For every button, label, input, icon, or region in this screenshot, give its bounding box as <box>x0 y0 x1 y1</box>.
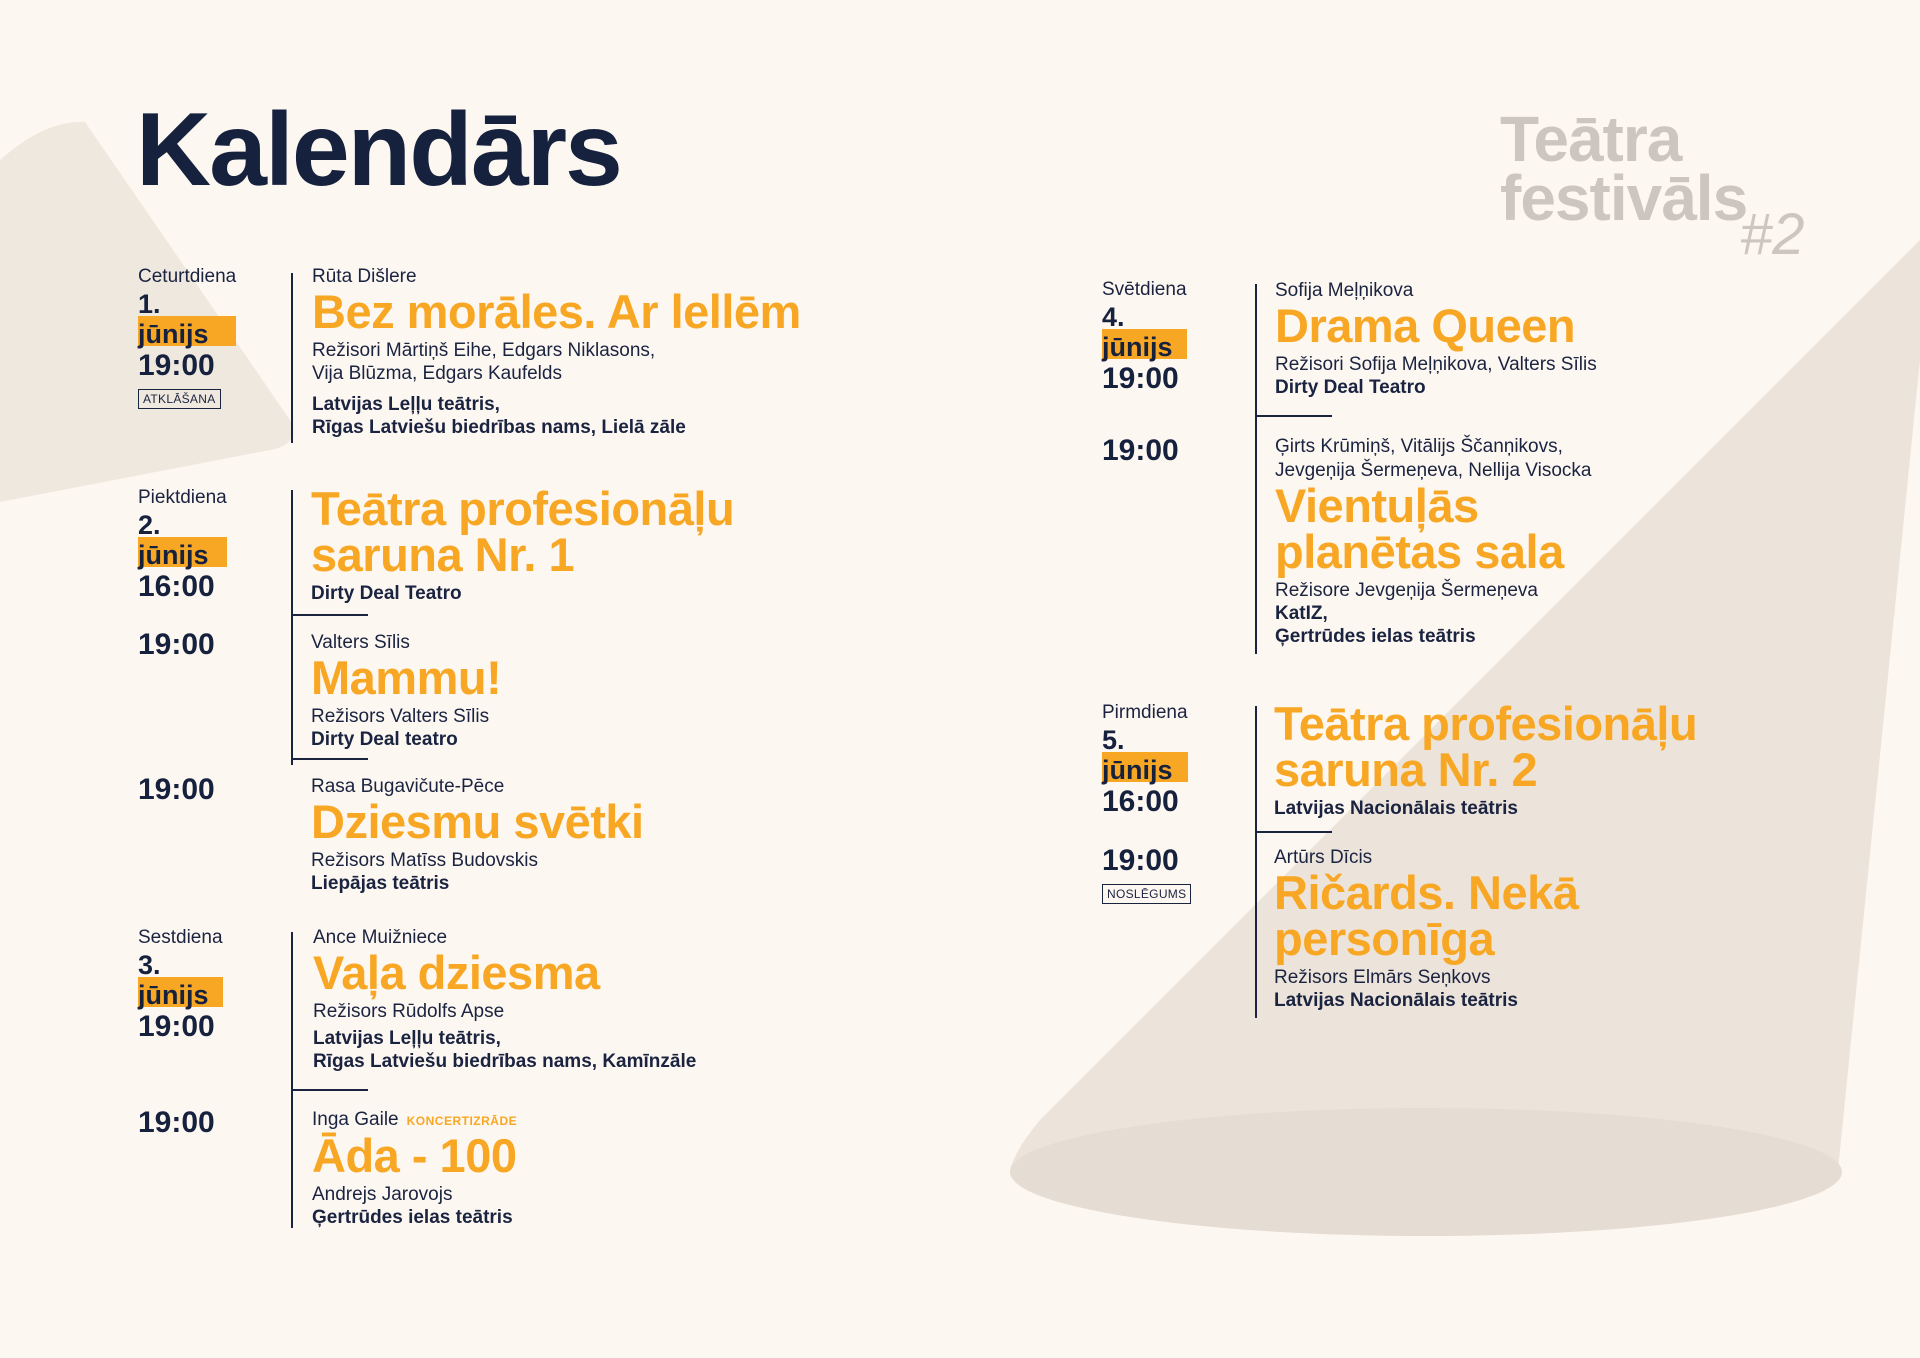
event-credits: Režisors Elmārs Seņkovs <box>1274 967 1491 988</box>
event-venue: Dirty Deal teatro <box>311 729 458 750</box>
event-title: Ričards. Nekā personīga <box>1274 866 1579 965</box>
event-time: 19:00 <box>1102 434 1179 467</box>
divider-vertical <box>291 273 293 443</box>
date-highlight: 4. jūnijs <box>1102 302 1187 362</box>
event-title: Vaļa dziesma <box>313 946 600 999</box>
weekday: Pirmdiena <box>1102 702 1188 723</box>
event-title: Mammu! <box>311 651 502 704</box>
event-title: Bez morāles. Ar lellēm <box>312 285 801 338</box>
divider-horizontal <box>1255 415 1332 417</box>
divider-vertical <box>291 490 293 765</box>
event-author: Rūta Dišlere <box>312 266 417 287</box>
event-venue: Dirty Deal Teatro <box>311 583 462 604</box>
event-venue: Dirty Deal Teatro <box>1275 377 1426 398</box>
event-entry <box>311 775 931 895</box>
event-time: 16:00 <box>1102 785 1179 818</box>
date-highlight: 3. jūnijs <box>138 950 223 1010</box>
logo-line-2: festivāls <box>1500 161 1748 234</box>
festival-logo <box>1500 103 1805 267</box>
event-entry <box>311 482 931 605</box>
weekday: Sestdiena <box>138 927 223 948</box>
event-credits: Režisors Valters Sīlis <box>311 706 490 727</box>
event-title: Teātra profesionāļu saruna Nr. 1 <box>311 482 735 581</box>
event-title: Teātra profesionāļu saruna Nr. 2 <box>1274 697 1698 796</box>
date-highlight: 5. jūnijs <box>1102 725 1188 785</box>
logo-number: #2 <box>1740 202 1805 267</box>
event-credits: Režisors Matīss Budovskis <box>311 850 539 871</box>
event-entry <box>1274 697 1794 820</box>
divider-horizontal <box>291 614 368 616</box>
divider-horizontal <box>1255 831 1332 833</box>
weekday: Svētdiena <box>1102 279 1187 300</box>
event-credits: Režisore Jevgeņija Šermeņeva <box>1275 580 1538 601</box>
event-title: Drama Queen <box>1275 299 1576 352</box>
event-entry <box>1275 435 1795 648</box>
event-entry <box>1274 846 1794 1012</box>
event-time: 19:00 <box>138 1106 215 1139</box>
event-author: Rasa Bugavičute-Pēce <box>311 776 505 797</box>
event-credits: Režisors Rūdolfs Apse <box>313 1001 505 1022</box>
event-time: 16:00 <box>138 570 215 603</box>
event-venue: KatIZ, Ģertrūdes ielas teātris <box>1275 603 1476 647</box>
event-entry <box>313 926 933 1073</box>
event-entry <box>312 1108 932 1229</box>
event-venue: Ģertrūdes ielas teātris <box>312 1207 513 1228</box>
divider-vertical <box>291 932 293 1228</box>
event-entry <box>311 631 931 751</box>
event-venue: Latvijas Leļļu teātris, Rīgas Latviešu biedrības nams, Lielā zāle <box>312 394 686 438</box>
event-time: 19:00 <box>138 628 215 661</box>
event-time: 19:00 <box>138 773 215 806</box>
event-title: Dziesmu svētki <box>311 795 644 848</box>
divider-horizontal <box>291 1089 368 1091</box>
weekday: Ceturtdiena <box>138 266 237 287</box>
event-venue: Latvijas Nacionālais teātris <box>1274 990 1518 1011</box>
logo-line-1: Teātra <box>1500 103 1682 175</box>
event-time: 19:00 <box>138 349 215 382</box>
event-entry <box>1275 279 1795 399</box>
date-highlight: 1. jūnijs <box>138 289 236 349</box>
event-credits: Režisori Sofija Meļņikova, Valters Sīlis <box>1275 354 1597 375</box>
event-author: Valters Sīlis <box>311 632 410 653</box>
event-credits: Režisori Mārtiņš Eihe, Edgars Niklasons, Vija Blūzma, Edgars Kaufelds <box>312 340 656 384</box>
date-highlight: 2. jūnijs <box>138 510 227 570</box>
event-author: Sofija Meļņikova <box>1275 280 1414 301</box>
event-venue: Liepājas teātris <box>311 873 450 894</box>
event-time: 19:00 <box>1102 362 1179 395</box>
event-time: 19:00 <box>1102 844 1179 877</box>
event-venue: Latvijas Leļļu teātris, Rīgas Latviešu biedrības nams, Kamīnzāle <box>313 1028 697 1072</box>
event-time: 19:00 <box>138 1010 215 1043</box>
event-author: Ance Muižniece <box>313 927 448 948</box>
concert-tag: KONCERTIZRĀDE <box>406 1114 518 1128</box>
divider-vertical <box>1255 284 1257 654</box>
divider-horizontal <box>291 758 368 760</box>
event-author: Ģirts Krūmiņš, Vitālijs Ščanņikovs, Jevgeņija Šermeņeva, Nellija Visocka <box>1275 436 1592 481</box>
spotlight-floor <box>1010 1108 1842 1236</box>
divider-vertical <box>1255 706 1257 1018</box>
event-author: Artūrs Dīcis <box>1274 847 1373 868</box>
event-author: Inga Gaile KONCERTIZRĀDE <box>312 1109 518 1130</box>
event-title: Āda - 100 <box>312 1129 517 1182</box>
event-venue: Latvijas Nacionālais teātris <box>1274 798 1518 819</box>
closing-tag: NOSLĒGUMS <box>1102 884 1191 904</box>
event-entry <box>312 265 912 439</box>
event-title: Vientuļās planētas sala <box>1275 479 1564 578</box>
page-title: Kalendārs <box>136 92 621 208</box>
opening-tag: ATKLĀŠANA <box>138 389 221 409</box>
event-credits: Andrejs Jarovojs <box>312 1184 453 1205</box>
weekday: Piektdiena <box>138 487 227 508</box>
